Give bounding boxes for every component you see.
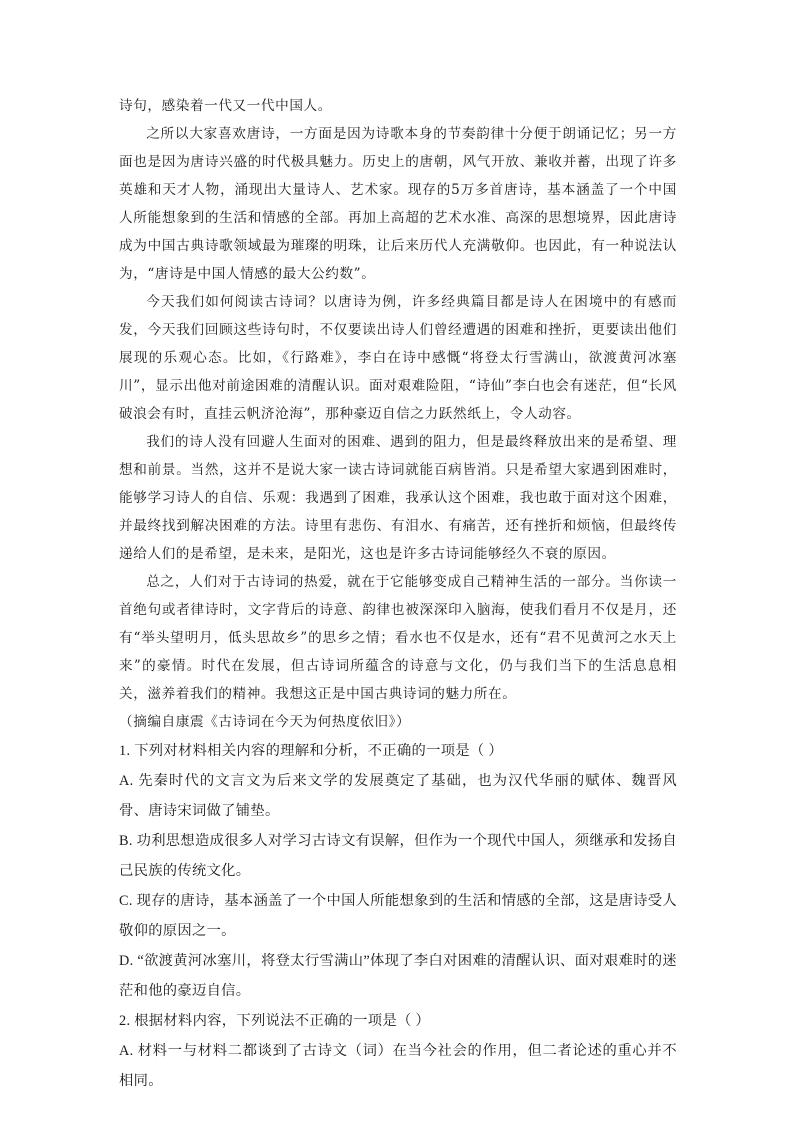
article-paragraph: 今天我们如何阅读古诗词？以唐诗为例，许多经典篇目都是诗人在困境中的有感而发，今天我们回顾这些诗句时，不仅要读出诗人们曾经遭遇的困难和挫折，更要读出他们展现的乐观心态。比如，《行路难》，李白在诗中感慨“将登太行雪满山，欲渡黄河冰塞川”，显示出他对前途困难的清醒认识。面对艰难险阻，“诗仙”李白也会有迷茫，但“长风破浪会有时，直挂云帆济沧海”，那种豪迈自信之力跃然纸上，令人动容。 [119,294,677,422]
question-stem: 1. 下列对材料相关内容的理解和分析，不正确的一项是（ ） [119,743,503,759]
article-body [119,92,677,736]
article-paragraph: 之所以大家喜欢唐诗，一方面是因为诗歌本身的节奏韵律十分便于朗诵记忆；另一方面也是因为唐诗兴盛的时代极具魅力。历史上的唐朝，风气开放、兼收并蓄，出现了许多英雄和天才人物，涌现出大量诗人、艺术家。现存的5万多首唐诗，基本涵盖了一个中国人所能想象到的生活和情感的全部。再加上高超的艺术水准、高深的思想境界，因此唐诗成为中国古典诗歌领域最为璀璨的明珠，让后来历代人充满敬仰。也因此，有一种说法认为，“唐诗是中国人情感的最大公约数”。 [119,126,677,282]
document-page [119,92,677,1096]
question-stem: 2. 根据材料内容，下列说法不正确的一项是（ ） [119,1013,431,1029]
question-section [119,736,677,1096]
article-paragraph: 总之，人们对于古诗词的热爱，就在于它能够变成自己精神生活的一部分。当你读一首绝句或者律诗时，文字背后的诗意、韵律也被深深印入脑海，使我们看月不仅是月，还有“举头望明月，低头思故乡”的思乡之情；看水也不仅是水，还有“君不见黄河之水天上来”的豪情。时代在发展，但古诗词所蕴含的诗意与文化，仍与我们当下的生活息息相关，滋养着我们的精神。我想这正是中国古典诗词的魅力所在。 [119,574,677,702]
question-option: D. “欲渡黄河冰塞川，将登太行雪满山”体现了李白对困难的清醒认识、面对艰难时的迷茫和他的豪迈自信。 [119,953,677,999]
question-option: A. 先秦时代的文言文为后来文学的发展奠定了基础，也为汉代华丽的赋体、魏晋风骨、唐诗宋词做了铺垫。 [119,773,677,819]
article-paragraph: 我们的诗人没有回避人生面对的困难、遇到的阻力，但是最终释放出来的是希望、理想和前景。当然，这并不是说大家一读古诗词就能百病皆消。只是希望大家遇到困难时，能够学习诗人的自信、乐观：我遇到了困难，我承认这个困难，我也敢于面对这个困难，并最终找到解决困难的方法。诗里有悲伤、有泪水、有痛苦，还有挫折和烦恼，但最终传递给人们的是希望，是未来，是阳光，这也是许多古诗词能够经久不衰的原因。 [119,434,677,562]
question-option: B. 功利思想造成很多人对学习古诗文有误解，但作为一个现代中国人，须继承和发扬自己民族的传统文化。 [119,833,677,879]
question-option: A. 材料一与材料二都谈到了古诗文（词）在当今社会的作用，但二者论述的重心并不相同。 [119,1043,677,1089]
question-option: C. 现存的唐诗，基本涵盖了一个中国人所能想象到的生活和情感的全部，这是唐诗受人敬仰的原因之一。 [119,893,677,939]
article-source: （摘编自康震《古诗词在今天为何热度依旧》） [119,714,411,730]
article-paragraph: 诗句，感染着一代又一代中国人。 [119,98,332,114]
